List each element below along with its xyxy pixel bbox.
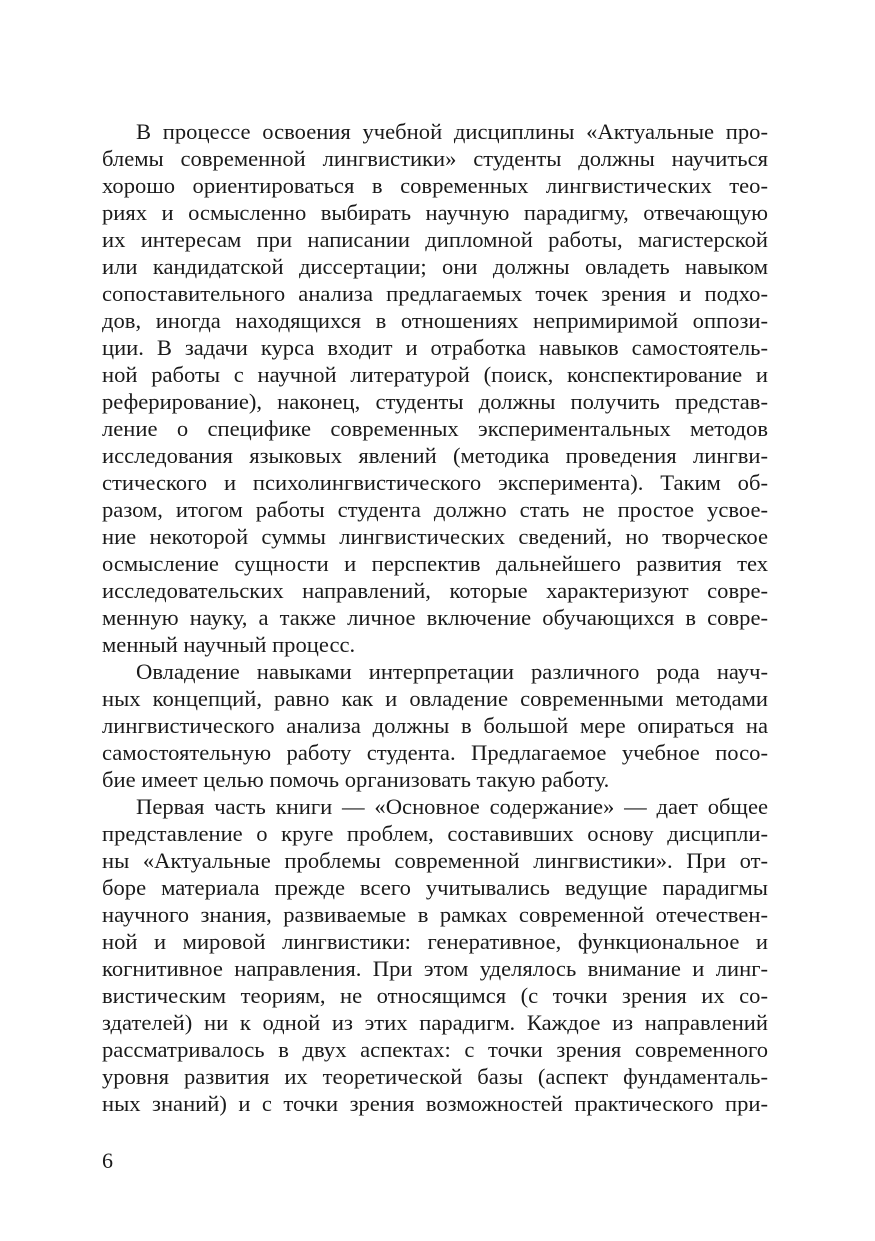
text-line: Первая часть книги — «Основное содержание» — дает общее xyxy=(136,794,768,819)
paragraph-1 xyxy=(102,118,768,658)
text-line: исследования языковых явлений (методика проведения лингви- xyxy=(102,443,768,468)
paragraph-2 xyxy=(102,658,768,793)
page-body xyxy=(102,118,768,1117)
text-line: исследовательских направлений, которые характеризуют совре- xyxy=(102,578,768,603)
text-line: блемы современной лингвистики» студенты должны научиться xyxy=(102,146,768,171)
text-line: менный научный процесс. xyxy=(102,632,356,657)
text-line: ных знаний) и с точки зрения возможностей практического при- xyxy=(102,1091,768,1116)
text-line: или кандидатской диссертации; они должны овладеть навыком xyxy=(102,254,768,279)
text-line: дов, иногда находящихся в отношениях непримиримой оппози- xyxy=(102,308,768,333)
text-line: реферирование), наконец, студенты должны получить представ- xyxy=(102,389,768,414)
text-line: хорошо ориентироваться в современных лингвистических тео- xyxy=(102,173,768,198)
text-line: ление о специфике современных экспериментальных методов xyxy=(102,416,768,441)
text-line: риях и осмысленно выбирать научную парадигму, отвечающую xyxy=(102,200,768,225)
text-line: рассматривалось в двух аспектах: с точки зрения современного xyxy=(102,1037,768,1062)
text-line: ной работы с научной литературой (поиск, конспектирование и xyxy=(102,362,768,387)
text-line: сопоставительного анализа предлагаемых точек зрения и подхо- xyxy=(102,281,768,306)
page-number: 6 xyxy=(102,1148,113,1173)
text-line: осмысление сущности и перспектив дальнейшего развития тех xyxy=(102,551,768,576)
text-line: стического и психолингвистического эксперимента). Таким об- xyxy=(102,470,768,495)
text-line: ние некоторой суммы лингвистических сведений, но творческое xyxy=(102,524,768,549)
text-line: лингвистического анализа должны в большой мере опираться на xyxy=(102,713,768,738)
text-line: ной и мировой лингвистики: генеративное, функциональное и xyxy=(102,929,768,954)
text-line: здателей) ни к одной из этих парадигм. Каждое из направлений xyxy=(102,1010,768,1035)
text-line: боре материала прежде всего учитывались ведущие парадигмы xyxy=(102,875,768,900)
text-line: ции. В задачи курса входит и отработка навыков самостоятель- xyxy=(102,335,768,360)
text-line: Овладение навыками интерпретации различного рода науч- xyxy=(136,659,768,684)
text-line: вистическим теориям, не относящимся (с точки зрения их со- xyxy=(102,983,768,1008)
text-line: когнитивное направления. При этом уделялось внимание и линг- xyxy=(102,956,768,981)
text-line: самостоятельную работу студента. Предлагаемое учебное посо- xyxy=(102,740,768,765)
text-line: представление о круге проблем, составивших основу дисципли- xyxy=(102,821,768,846)
text-line: бие имеет целью помочь организовать такую работу. xyxy=(102,767,610,792)
text-line: их интересам при написании дипломной работы, магистерской xyxy=(102,227,768,252)
text-line: менную науку, а также личное включение обучающихся в совре- xyxy=(102,605,768,630)
text-line: В процессе освоения учебной дисциплины «Актуальные про- xyxy=(136,119,768,144)
text-line: ны «Актуальные проблемы современной лингвистики». При от- xyxy=(102,848,768,873)
text-line: ных концепций, равно как и овладение современными методами xyxy=(102,686,768,711)
text-line: разом, итогом работы студента должно стать не простое усвое- xyxy=(102,497,768,522)
paragraph-3 xyxy=(102,793,768,1117)
text-line: научного знания, развиваемые в рамках современной отечествен- xyxy=(102,902,768,927)
text-line: уровня развития их теоретической базы (аспект фундаменталь- xyxy=(102,1064,768,1089)
